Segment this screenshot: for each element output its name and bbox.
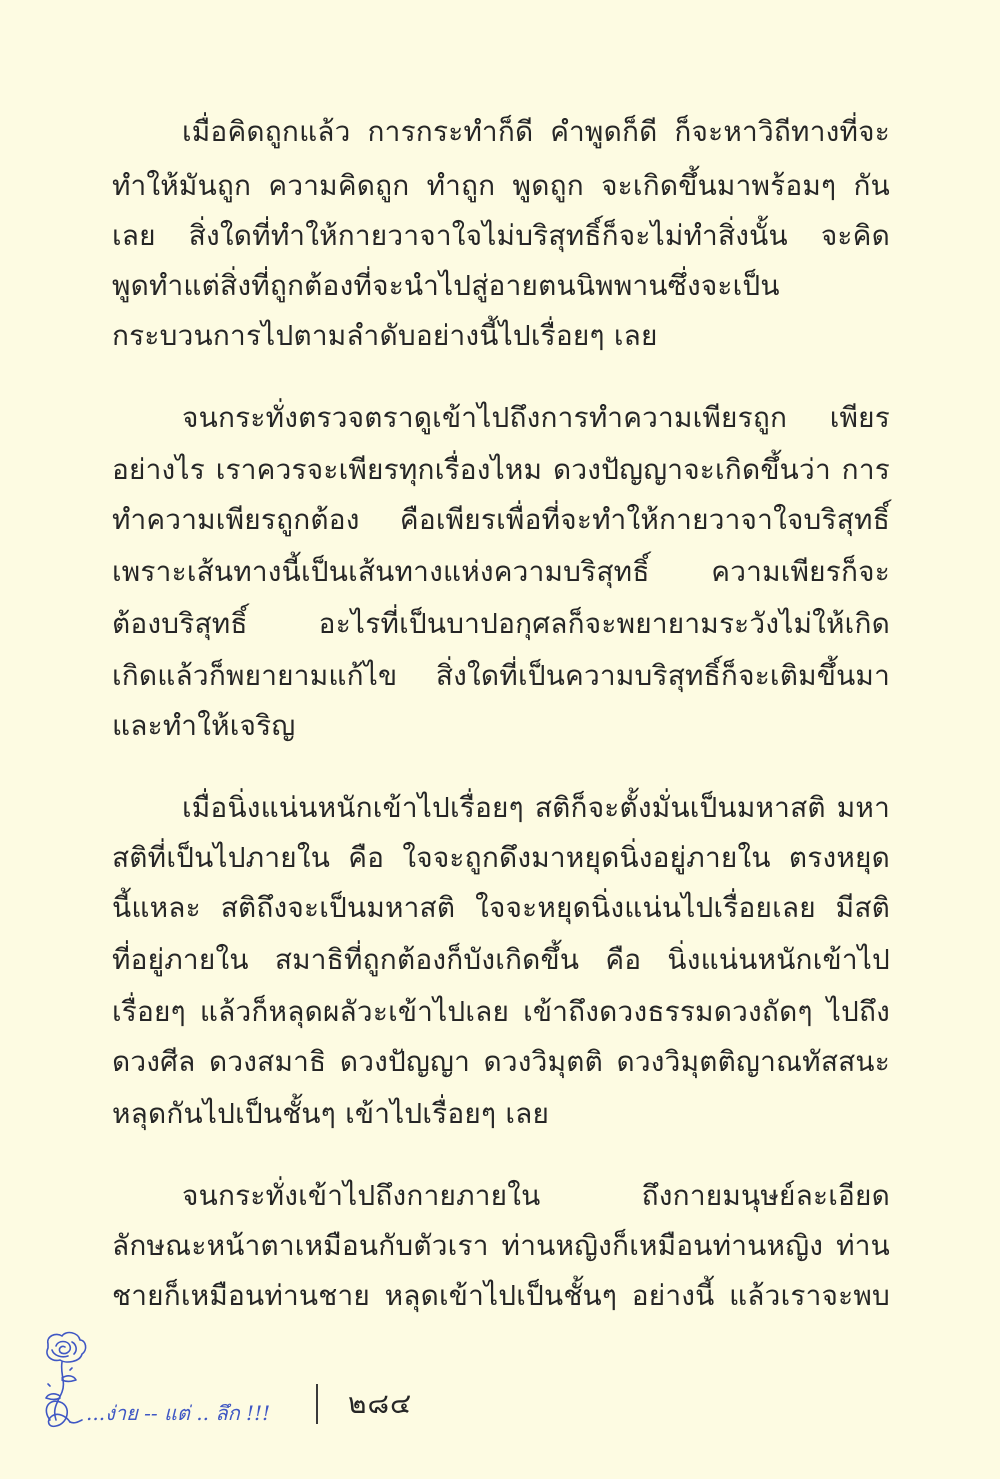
text-line: กระบวนการไปตามลำดับอย่างนี้ไปเรื่อยๆ เลย [112,319,658,352]
page-number: ๒๘๔ [348,1387,413,1420]
text-line: ชายก็เหมือนท่านชาย หลุดเข้าไปเป็นชั้นๆ อย่างนี้ แล้วเราจะพบ [112,1279,890,1312]
text-line: ลักษณะหน้าตาเหมือนกับตัวเรา ท่านหญิงก็เหมือนท่านหญิง ท่าน [112,1229,890,1262]
text-line: เมื่อคิดถูกแล้ว การกระทำก็ดี คำพูดก็ดี ก็จะหาวิถีทางที่จะ [182,115,890,148]
text-line: สติที่เป็นไปภายใน คือ ใจจะถูกดึงมาหยุดนิ่งอยู่ภายใน ตรงหยุด [112,841,890,874]
text-line: เลย สิ่งใดที่ทำให้กายวาจาใจไม่บริสุทธิ์ก็จะไม่ทำสิ่งนั้น จะคิด [112,219,890,252]
text-line: พูดทำแต่สิ่งที่ถูกต้องที่จะนำไปสู่อายตนนิพพานซึ่งจะเป็น [112,269,780,302]
text-line: เพราะเส้นทางนี้เป็นเส้นทางแห่งความบริสุทธิ์ ความเพียรก็จะ [112,555,890,588]
text-line: เมื่อนิ่งแน่นหนักเข้าไปเรื่อยๆ สติก็จะตั้งมั่นเป็นมหาสติ มหา [182,791,890,824]
signature-text: ...ง่าย -- แต่ .. ลึก !!! [86,1401,271,1425]
text-line: ทำความเพียรถูกต้อง คือเพียรเพื่อที่จะทำให้กายวาจาใจบริสุทธิ์ [112,503,890,536]
text-line: ดวงศีล ดวงสมาธิ ดวงปัญญา ดวงวิมุตติ ดวงวิมุตติญาณทัสสนะ [112,1045,890,1078]
page-footer [0,1330,1000,1440]
text-line: และทำให้เจริญ [112,709,296,742]
text-line: ต้องบริสุทธิ์ อะไรที่เป็นบาปอกุศลก็จะพยายามระวังไม่ให้เกิด [112,607,890,640]
text-line: จนกระทั่งตรวจตราดูเข้าไปถึงการทำความเพียรถูก เพียร [182,401,890,434]
text-line: นี้แหละ สติถึงจะเป็นมหาสติ ใจจะหยุดนิ่งแน่นไปเรื่อยเลย มีสติ [112,891,890,924]
footer-divider [316,1384,318,1424]
text-line: ที่อยู่ภายใน สมาธิที่ถูกต้องก็บังเกิดขึ้น คือ นิ่งแน่นหนักเข้าไป [112,943,890,976]
text-line: อย่างไร เราควรจะเพียรทุกเรื่องไหม ดวงปัญญาจะเกิดขึ้นว่า การ [112,453,890,486]
text-line: จนกระทั่งเข้าไปถึงกายภายใน ถึงกายมนุษย์ละเอียด [182,1179,890,1212]
text-line: เกิดแล้วก็พยายามแก้ไข สิ่งใดที่เป็นความบริสุทธิ์ก็จะเติมขึ้นมา [112,659,890,692]
text-line: หลุดกันไปเป็นชั้นๆ เข้าไปเรื่อยๆ เลย [112,1097,550,1130]
text-line: ทำให้มันถูก ความคิดถูก ทำถูก พูดถูก จะเกิดขึ้นมาพร้อมๆ กัน [112,169,890,202]
signature-handwriting [40,1380,300,1440]
text-line: เรื่อยๆ แล้วก็หลุดผลัวะเข้าไปเลย เข้าถึงดวงธรรมดวงถัดๆ ไปถึง [112,995,890,1028]
